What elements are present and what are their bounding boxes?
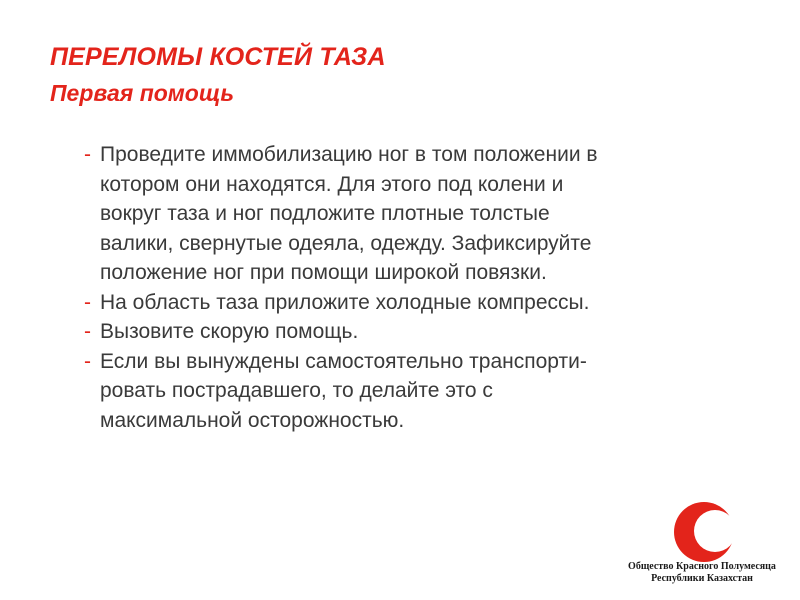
bullet-line: Если вы вынуждены самостоятельно транспорти- <box>100 349 587 373</box>
bullet-line: На область таза приложите холодные компрессы. <box>100 290 590 314</box>
logo-caption-line: Республики Казахстан <box>651 573 753 584</box>
slide-subtitle: Первая помощь <box>50 80 235 106</box>
organization-logo <box>612 500 792 590</box>
bullet-item <box>84 347 764 436</box>
logo-caption-line: Общество Красного Полумесяца <box>628 561 776 572</box>
bullet-item <box>84 317 764 347</box>
slide-title: ПЕРЕЛОМЫ КОСТЕЙ ТАЗА <box>50 43 386 71</box>
bullet-list <box>84 140 764 435</box>
bullet-line: Вызовите скорую помощь. <box>100 320 359 343</box>
bullet-line: положение ног при помощи широкой повязки. <box>100 261 547 284</box>
bullet-dash: - <box>84 320 91 343</box>
bullet-item <box>84 288 764 318</box>
bullet-item <box>84 140 764 288</box>
bullet-dash: - <box>84 349 91 373</box>
logo-caption <box>612 561 792 585</box>
bullet-dash: - <box>84 290 91 314</box>
bullet-line: максимальной осторожностью. <box>100 408 405 432</box>
red-crescent-icon <box>668 500 742 564</box>
bullet-line: котором они находятся. Для этого под колени и <box>100 172 564 196</box>
bullet-line: вокруг таза и ног подложите плотные толстые <box>100 202 550 225</box>
bullet-dash: - <box>84 143 91 166</box>
bullet-line: ровать пострадавшего, то делайте это с <box>100 379 493 402</box>
bullet-line: валики, свернутые одеяла, одежду. Зафиксируйте <box>100 231 592 255</box>
bullet-line: Проведите иммобилизацию ног в том положении в <box>100 143 598 166</box>
